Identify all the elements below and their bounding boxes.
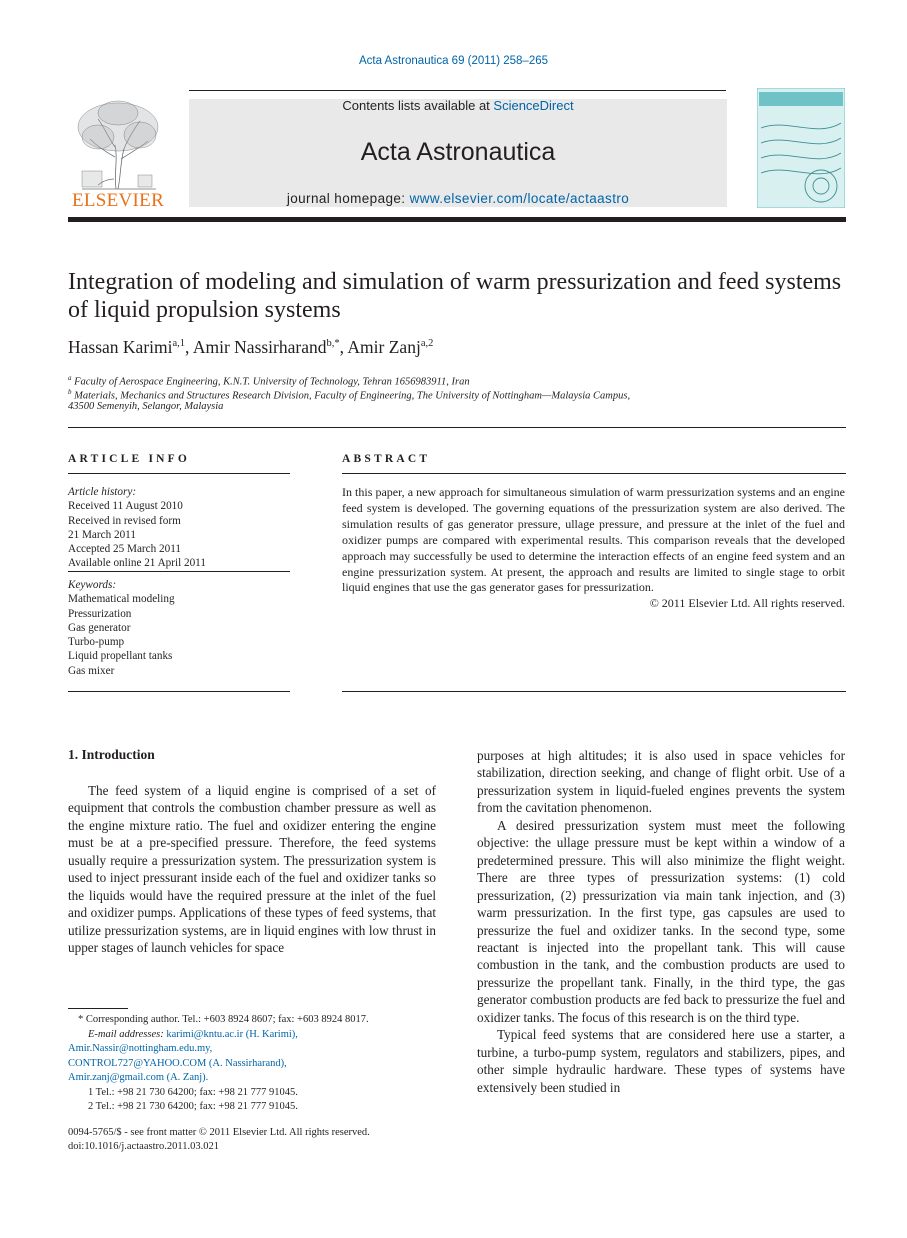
paragraph: Typical feed systems that are considered here use a starter, a turbine, a turbo-pump system, regulators and stabilizers, pipes, and other simple hydraulic hardware. These types of systems have extensively been studied in [477, 1027, 845, 1095]
affiliation-b: $^b$ Materials, Mechanics and Structures Research Division, Faculty of Engineering, The University of Nottingham—Malaysia Campus, [68, 388, 631, 402]
corresponding-author: * Corresponding author. Tel.: +603 8924 8607; fax: +603 8924 8017. [78, 1014, 369, 1025]
keyword: Gas generator [68, 621, 131, 634]
keyword: Liquid propellant tanks [68, 650, 173, 663]
author-affiliation-mark: b,* [326, 338, 340, 350]
email-link[interactable]: Amir.zanj@gmail.com (A. Zanj). [68, 1072, 209, 1083]
keywords: Keywords: Mathematical modeling Pressurization Gas generator Turbo-pump Liquid propellant tanks Gas mixer [68, 578, 290, 678]
author-name[interactable]: Hassan Karimi [68, 337, 173, 357]
abstract-bottom-rule [342, 691, 846, 692]
journal-cover[interactable] [757, 88, 845, 208]
paragraph: purposes at high altitudes; it is also used in space vehicles for stabilization, direction seeking, and change of flight orbit. Use of a pressurization system in liquid-fueled engines prevents the system from the cavitation phenomenon. [477, 748, 845, 816]
paragraph: A desired pressurization system must meet the following objective: the ullage pressure must be kept within a window of a predetermined pressure. This will also minimize the flight weight. There are three types of pressurization systems: (1) cold pressurization, (2) pressurization via main tank injection, and (3) warm pressurization. In the first type, gas capsules are used to pressurize the fuel and oxidizer tanks. In the second type, some reactant is injected into the propellant tank. This will cause combustion in the tank, and the combustion products are used to pressurize the propellant tank. Finally, in the third type, the gas generator combustion products are fed back to pressurize the fuel and oxidizer tanks. The focus of this research is on the third type. [477, 817, 845, 1025]
sciencedirect-link[interactable]: ScienceDirect [493, 98, 574, 113]
article-history: Article history: Received 11 August 2010 Received in revised form 21 March 2011 Accepted 25 March 2011 Available online 21 April 2011 [68, 486, 206, 570]
keyword: Mathematical modeling [68, 593, 175, 606]
footnotes: * Corresponding author. Tel.: +603 8924 8607; fax: +603 8924 8017. E-mail addresses: karimi@kntu.ac.ir (H. Karimi), Amir.Nassir@nottingham.edu.my, CONTROL727@YAHOO.COM (A. Nassirharand), Amir.zanj@gmail.com (A. Zanj). 1 Tel.: +98 21 730 64200; fax: +98 21 777 91045. 2 Tel.: +98 21 730 64200; fax: +98 21 777 91045. [68, 1013, 438, 1115]
affiliation-b-cont: 43500 Semenyih, Selangor, Malaysia [68, 401, 224, 412]
author-affiliation-mark: a,2 [420, 338, 434, 350]
journal-reference[interactable]: Acta Astronautica 69 (2011) 258–265 [358, 55, 549, 67]
body-right-column [477, 747, 845, 1096]
footnote-1: 1 Tel.: +98 21 730 64200; fax: +98 21 777 91045. [88, 1086, 298, 1098]
journal-name: Acta Astronautica [360, 138, 556, 166]
homepage-link[interactable]: www.elsevier.com/locate/actaastro [409, 191, 630, 206]
email-link[interactable]: CONTROL727@YAHOO.COM (A. Nassirharand), [68, 1057, 287, 1069]
section-heading: 1. Introduction [68, 747, 155, 762]
paragraph: The feed system of a liquid engine is comprised of a set of equipment that controls the combustion chamber pressure as well as the engine mixture ratio. The fuel and oxidizer entering the engine must be at a pre-specified pressure. Therefore, the feed systems usually require a pressurization system. The pressurization system is used to inject pressurant inside each of the fuel and oxidizer tanks so the liquids would have the required pressure at the inlet of the fuel and oxidizer pumps. Applications of these types of feed systems, that utilize pressurization systems, are in liquid engines with low thrust in upper stages of launch vehicles for space [68, 783, 436, 956]
issn-line: 0094-5765/$ - see front matter © 2011 Elsevier Ltd. All rights reserved. [68, 1127, 370, 1138]
author-affiliation-mark: a,1 [172, 338, 186, 350]
copyright: © 2011 Elsevier Ltd. All rights reserved. [649, 596, 845, 611]
footnote-rule [68, 1008, 128, 1009]
article-info-rule [68, 473, 290, 474]
email-link[interactable]: karimi@kntu.ac.ir (H. Karimi), [166, 1028, 298, 1040]
abstract-body: In this paper, a new approach for simultaneous simulation of warm pressurization systems and an engine feed system is developed. The governing equations of the pressurization system are also derived. The simulation results of gas generator pressure, ullage pressure, and pressure at the inlet of the fuel and oxidizer pumps are compared with experimental results. This comparison reveals that the developed approach may successfully be used to determine the interaction effects of an engine feed system and an engine pressurization system. At present, the approach and results are limited to single stage to orbit liquid engines that use the gas generator gases for pressurization. © 2011 Elsevier Ltd. All rights reserved. [342, 485, 845, 611]
keyword: Turbo-pump [68, 636, 125, 649]
body-left-column [68, 782, 436, 957]
affiliation-a: $^a$ Faculty of Aerospace Engineering, K.N.T. University of Technology, Tehran 1656983911, Iran [68, 374, 470, 388]
article-info-bottom-rule [68, 691, 290, 692]
keyword: Pressurization [68, 607, 132, 620]
article-info-heading: ARTICLE INFO [68, 453, 191, 465]
header-top-rule [189, 90, 726, 91]
email-link[interactable]: Amir.Nassir@nottingham.edu.my, [68, 1043, 213, 1054]
abstract-heading: ABSTRACT [342, 453, 431, 465]
footnote-2: 2 Tel.: +98 21 730 64200; fax: +98 21 777 91045. [88, 1101, 298, 1112]
journal-homepage: journal homepage: www.elsevier.com/locate/actaastro [286, 191, 630, 206]
elsevier-wordmark: ELSEVIER [71, 190, 165, 211]
author-list: Hassan Karimi$^{a,1}$, Amir Nassirharand$^{b,*}$, Amir Zanj$^{a,2}$ [68, 337, 434, 357]
abstract-rule [342, 473, 846, 474]
history-rule [68, 571, 290, 572]
author-name[interactable]: Amir Zanj [347, 337, 421, 357]
keyword: Gas mixer [68, 664, 115, 677]
doi-line[interactable]: doi:10.1016/j.actaastro.2011.03.021 [68, 1141, 219, 1152]
affiliation-rule [68, 427, 846, 428]
author-name[interactable]: Amir Nassirharand [192, 337, 327, 357]
contents-line: Contents lists available at ScienceDirect [342, 98, 574, 113]
header-thick-rule [68, 217, 846, 222]
article-title: Integration of modeling and simulation of warm pressurization and feed systems of liquid propulsion systems [68, 269, 842, 323]
